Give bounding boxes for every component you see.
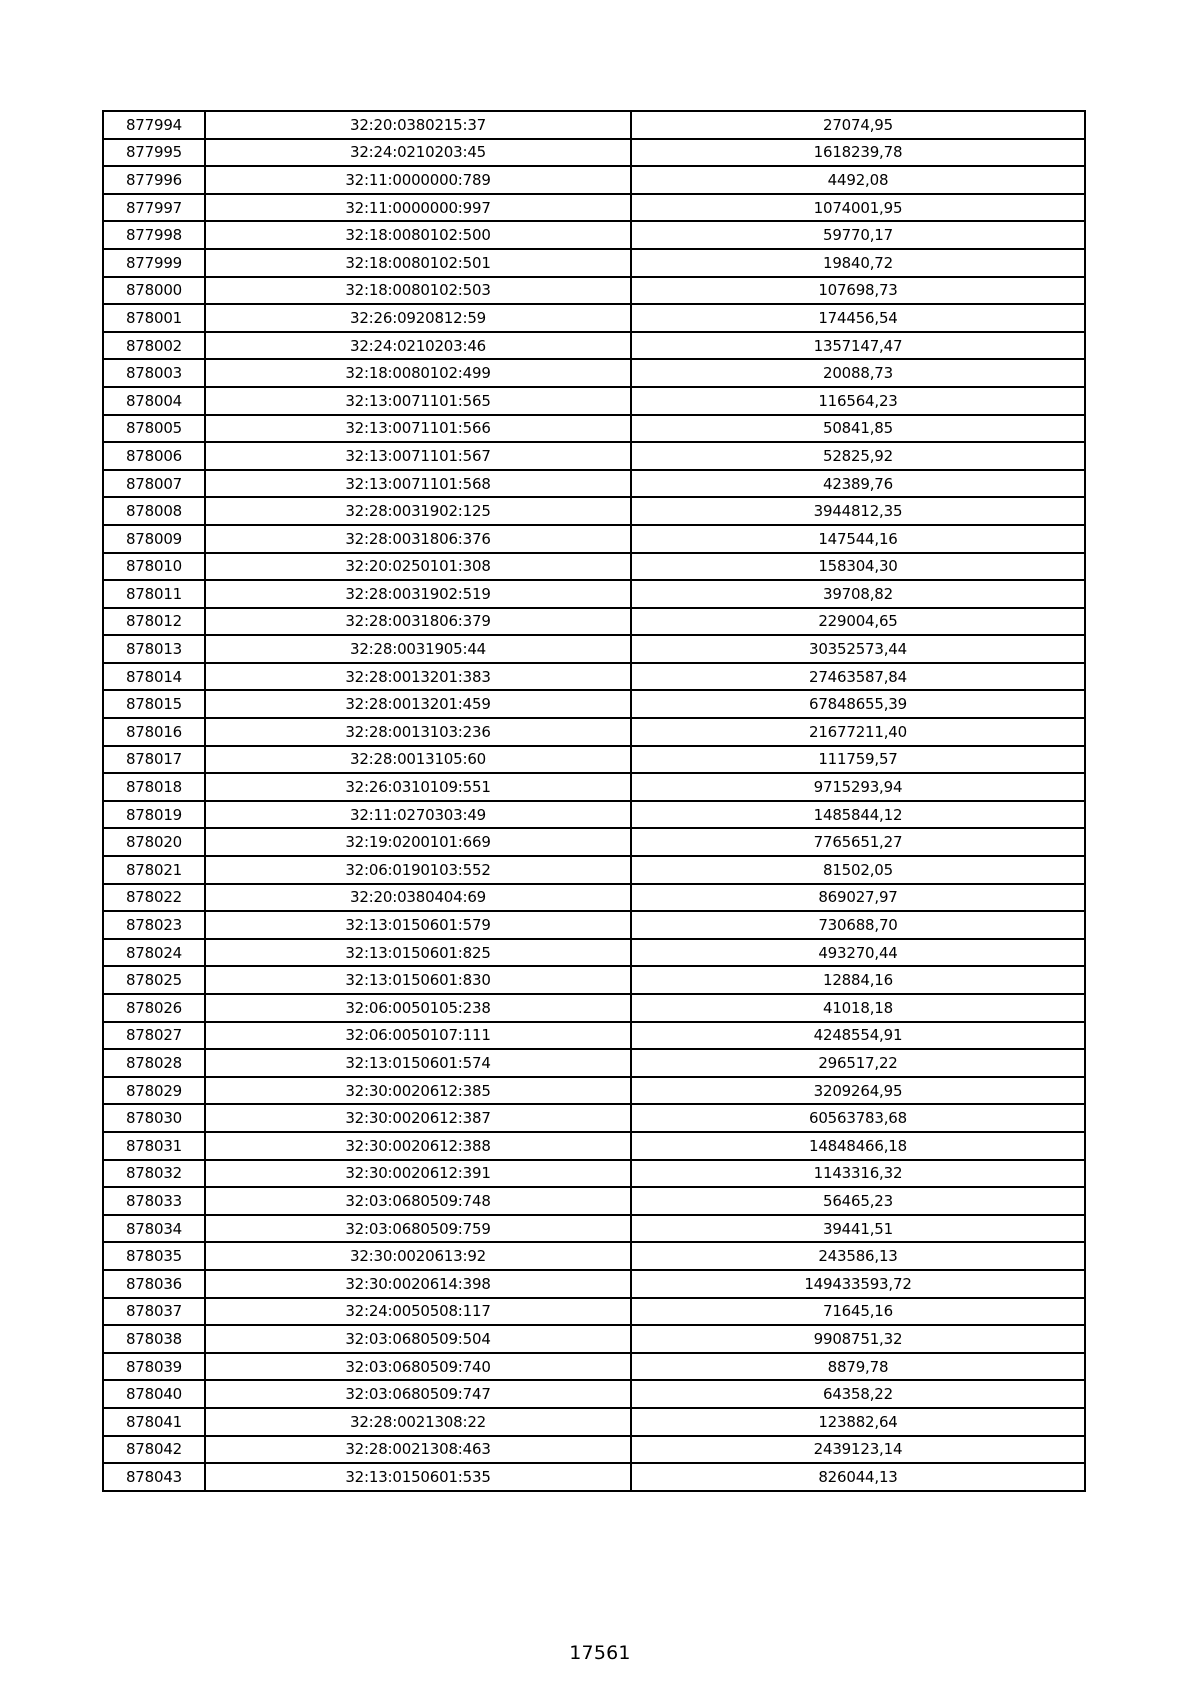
table-row [103,387,1085,415]
table-row [103,635,1085,663]
cadastral-number-cell: 32:28:0031905:44 [205,635,631,663]
cadastral-number-cell: 32:28:0013105:60 [205,746,631,774]
table-row [103,1380,1085,1408]
table-row [103,194,1085,222]
value-cell: 1357147,47 [631,332,1085,360]
table-row [103,828,1085,856]
table-row [103,718,1085,746]
cadastral-number-cell: 32:30:0020612:388 [205,1132,631,1160]
page-number: 17561 [569,1642,631,1664]
row-id-cell: 878022 [103,884,205,912]
cadastral-number-cell: 32:28:0013201:383 [205,663,631,691]
table-row [103,1215,1085,1243]
row-id-cell: 878002 [103,332,205,360]
row-id-cell: 877996 [103,166,205,194]
cadastral-number-cell: 32:20:0380404:69 [205,884,631,912]
value-cell: 42389,76 [631,470,1085,498]
value-cell: 56465,23 [631,1187,1085,1215]
row-id-cell: 878032 [103,1160,205,1188]
row-id-cell: 878000 [103,277,205,305]
value-cell: 147544,16 [631,525,1085,553]
value-cell: 50841,85 [631,415,1085,443]
value-cell: 296517,22 [631,1049,1085,1077]
cadastral-number-cell: 32:24:0050508:117 [205,1298,631,1326]
table-row [103,1104,1085,1132]
row-id-cell: 878001 [103,304,205,332]
table-row [103,884,1085,912]
row-id-cell: 878004 [103,387,205,415]
cadastral-number-cell: 32:13:0150601:825 [205,939,631,967]
value-cell: 243586,13 [631,1242,1085,1270]
value-cell: 60563783,68 [631,1104,1085,1132]
value-cell: 174456,54 [631,304,1085,332]
value-cell: 64358,22 [631,1380,1085,1408]
cadastral-number-cell: 32:20:0380215:37 [205,111,631,139]
cadastral-number-cell: 32:18:0080102:503 [205,277,631,305]
row-id-cell: 878021 [103,856,205,884]
cadastral-number-cell: 32:13:0071101:567 [205,442,631,470]
table-row [103,497,1085,525]
table-row [103,332,1085,360]
row-id-cell: 878016 [103,718,205,746]
value-cell: 7765651,27 [631,828,1085,856]
table-row [103,553,1085,581]
row-id-cell: 877999 [103,249,205,277]
value-cell: 9908751,32 [631,1325,1085,1353]
value-cell: 30352573,44 [631,635,1085,663]
row-id-cell: 878039 [103,1353,205,1381]
row-id-cell: 878006 [103,442,205,470]
row-id-cell: 878014 [103,663,205,691]
cadastral-number-cell: 32:11:0270303:49 [205,801,631,829]
value-cell: 826044,13 [631,1463,1085,1491]
table-row [103,1132,1085,1160]
table-row [103,1463,1085,1491]
table-row [103,911,1085,939]
cadastral-number-cell: 32:30:0020612:387 [205,1104,631,1132]
value-cell: 59770,17 [631,221,1085,249]
cadastral-number-cell: 32:13:0150601:579 [205,911,631,939]
value-cell: 41018,18 [631,994,1085,1022]
value-cell: 21677211,40 [631,718,1085,746]
table-row [103,359,1085,387]
row-id-cell: 878005 [103,415,205,443]
row-id-cell: 878008 [103,497,205,525]
cadastral-number-cell: 32:13:0071101:568 [205,470,631,498]
cadastral-number-cell: 32:28:0013103:236 [205,718,631,746]
row-id-cell: 878024 [103,939,205,967]
value-cell: 730688,70 [631,911,1085,939]
table-row [103,304,1085,332]
row-id-cell: 878042 [103,1436,205,1464]
table-row [103,966,1085,994]
cadastral-number-cell: 32:30:0020613:92 [205,1242,631,1270]
value-cell: 71645,16 [631,1298,1085,1326]
cadastral-number-cell: 32:06:0050107:111 [205,1022,631,1050]
table-row [103,608,1085,636]
value-cell: 12884,16 [631,966,1085,994]
value-cell: 8879,78 [631,1353,1085,1381]
table-row [103,746,1085,774]
cadastral-number-cell: 32:18:0080102:500 [205,221,631,249]
table-row [103,415,1085,443]
table-row [103,1298,1085,1326]
value-cell: 4492,08 [631,166,1085,194]
row-id-cell: 878030 [103,1104,205,1132]
row-id-cell: 878023 [103,911,205,939]
cadastral-number-cell: 32:18:0080102:501 [205,249,631,277]
table-row [103,801,1085,829]
cadastral-number-cell: 32:26:0920812:59 [205,304,631,332]
row-id-cell: 878015 [103,690,205,718]
cadastral-number-cell: 32:24:0210203:45 [205,139,631,167]
value-cell: 111759,57 [631,746,1085,774]
value-cell: 1485844,12 [631,801,1085,829]
table-row [103,1270,1085,1298]
table-row [103,1160,1085,1188]
data-table [102,110,1086,1492]
value-cell: 123882,64 [631,1408,1085,1436]
row-id-cell: 878010 [103,553,205,581]
cadastral-number-cell: 32:28:0031806:376 [205,525,631,553]
table-row [103,1436,1085,1464]
table-row [103,1077,1085,1105]
cadastral-number-cell: 32:18:0080102:499 [205,359,631,387]
row-id-cell: 878027 [103,1022,205,1050]
row-id-cell: 878029 [103,1077,205,1105]
table-row [103,1022,1085,1050]
cadastral-number-cell: 32:19:0200101:669 [205,828,631,856]
table-row [103,221,1085,249]
cadastral-number-cell: 32:28:0031902:519 [205,580,631,608]
table-row [103,580,1085,608]
row-id-cell: 878033 [103,1187,205,1215]
value-cell: 149433593,72 [631,1270,1085,1298]
cadastral-number-cell: 32:03:0680509:740 [205,1353,631,1381]
row-id-cell: 878041 [103,1408,205,1436]
value-cell: 869027,97 [631,884,1085,912]
table-row [103,277,1085,305]
cadastral-number-cell: 32:06:0050105:238 [205,994,631,1022]
value-cell: 27074,95 [631,111,1085,139]
cadastral-number-cell: 32:03:0680509:759 [205,1215,631,1243]
row-id-cell: 878035 [103,1242,205,1270]
cadastral-number-cell: 32:28:0031902:125 [205,497,631,525]
cadastral-number-cell: 32:28:0021308:463 [205,1436,631,1464]
cadastral-number-cell: 32:28:0021308:22 [205,1408,631,1436]
value-cell: 2439123,14 [631,1436,1085,1464]
table-row [103,773,1085,801]
row-id-cell: 878025 [103,966,205,994]
table-row [103,690,1085,718]
table-row [103,1353,1085,1381]
value-cell: 19840,72 [631,249,1085,277]
value-cell: 1074001,95 [631,194,1085,222]
row-id-cell: 878009 [103,525,205,553]
cadastral-number-cell: 32:13:0150601:574 [205,1049,631,1077]
table-body [103,111,1085,1491]
value-cell: 1143316,32 [631,1160,1085,1188]
cadastral-number-cell: 32:06:0190103:552 [205,856,631,884]
cadastral-number-cell: 32:30:0020612:391 [205,1160,631,1188]
cadastral-number-cell: 32:03:0680509:747 [205,1380,631,1408]
row-id-cell: 878012 [103,608,205,636]
row-id-cell: 878019 [103,801,205,829]
table-row [103,470,1085,498]
value-cell: 493270,44 [631,939,1085,967]
value-cell: 52825,92 [631,442,1085,470]
row-id-cell: 878020 [103,828,205,856]
row-id-cell: 878043 [103,1463,205,1491]
value-cell: 3944812,35 [631,497,1085,525]
value-cell: 158304,30 [631,553,1085,581]
value-cell: 81502,05 [631,856,1085,884]
cadastral-number-cell: 32:26:0310109:551 [205,773,631,801]
cadastral-number-cell: 32:11:0000000:997 [205,194,631,222]
value-cell: 67848655,39 [631,690,1085,718]
table-row [103,1187,1085,1215]
cadastral-number-cell: 32:03:0680509:504 [205,1325,631,1353]
table-row [103,166,1085,194]
table-row [103,1049,1085,1077]
value-cell: 20088,73 [631,359,1085,387]
row-id-cell: 878018 [103,773,205,801]
table-row [103,1325,1085,1353]
cadastral-number-cell: 32:13:0071101:565 [205,387,631,415]
value-cell: 27463587,84 [631,663,1085,691]
cadastral-number-cell: 32:30:0020614:398 [205,1270,631,1298]
value-cell: 107698,73 [631,277,1085,305]
value-cell: 116564,23 [631,387,1085,415]
cadastral-number-cell: 32:11:0000000:789 [205,166,631,194]
table-row [103,939,1085,967]
table-row [103,139,1085,167]
cadastral-number-cell: 32:24:0210203:46 [205,332,631,360]
cadastral-number-cell: 32:28:0013201:459 [205,690,631,718]
table-row [103,111,1085,139]
row-id-cell: 877994 [103,111,205,139]
table-row [103,994,1085,1022]
row-id-cell: 878003 [103,359,205,387]
row-id-cell: 878011 [103,580,205,608]
value-cell: 3209264,95 [631,1077,1085,1105]
table-row [103,663,1085,691]
row-id-cell: 878036 [103,1270,205,1298]
value-cell: 39441,51 [631,1215,1085,1243]
cadastral-number-cell: 32:13:0071101:566 [205,415,631,443]
cadastral-number-cell: 32:20:0250101:308 [205,553,631,581]
table-row [103,442,1085,470]
value-cell: 229004,65 [631,608,1085,636]
table-row [103,249,1085,277]
row-id-cell: 877998 [103,221,205,249]
table-row [103,856,1085,884]
cadastral-number-cell: 32:30:0020612:385 [205,1077,631,1105]
row-id-cell: 878028 [103,1049,205,1077]
cadastral-number-cell: 32:28:0031806:379 [205,608,631,636]
row-id-cell: 878040 [103,1380,205,1408]
row-id-cell: 878038 [103,1325,205,1353]
table-row [103,1408,1085,1436]
row-id-cell: 877995 [103,139,205,167]
cadastral-number-cell: 32:13:0150601:535 [205,1463,631,1491]
value-cell: 1618239,78 [631,139,1085,167]
cadastral-number-cell: 32:13:0150601:830 [205,966,631,994]
row-id-cell: 877997 [103,194,205,222]
row-id-cell: 878034 [103,1215,205,1243]
table-row [103,525,1085,553]
row-id-cell: 878017 [103,746,205,774]
row-id-cell: 878013 [103,635,205,663]
table-row [103,1242,1085,1270]
value-cell: 39708,82 [631,580,1085,608]
row-id-cell: 878026 [103,994,205,1022]
value-cell: 9715293,94 [631,773,1085,801]
row-id-cell: 878031 [103,1132,205,1160]
row-id-cell: 878037 [103,1298,205,1326]
cadastral-number-cell: 32:03:0680509:748 [205,1187,631,1215]
value-cell: 4248554,91 [631,1022,1085,1050]
row-id-cell: 878007 [103,470,205,498]
value-cell: 14848466,18 [631,1132,1085,1160]
